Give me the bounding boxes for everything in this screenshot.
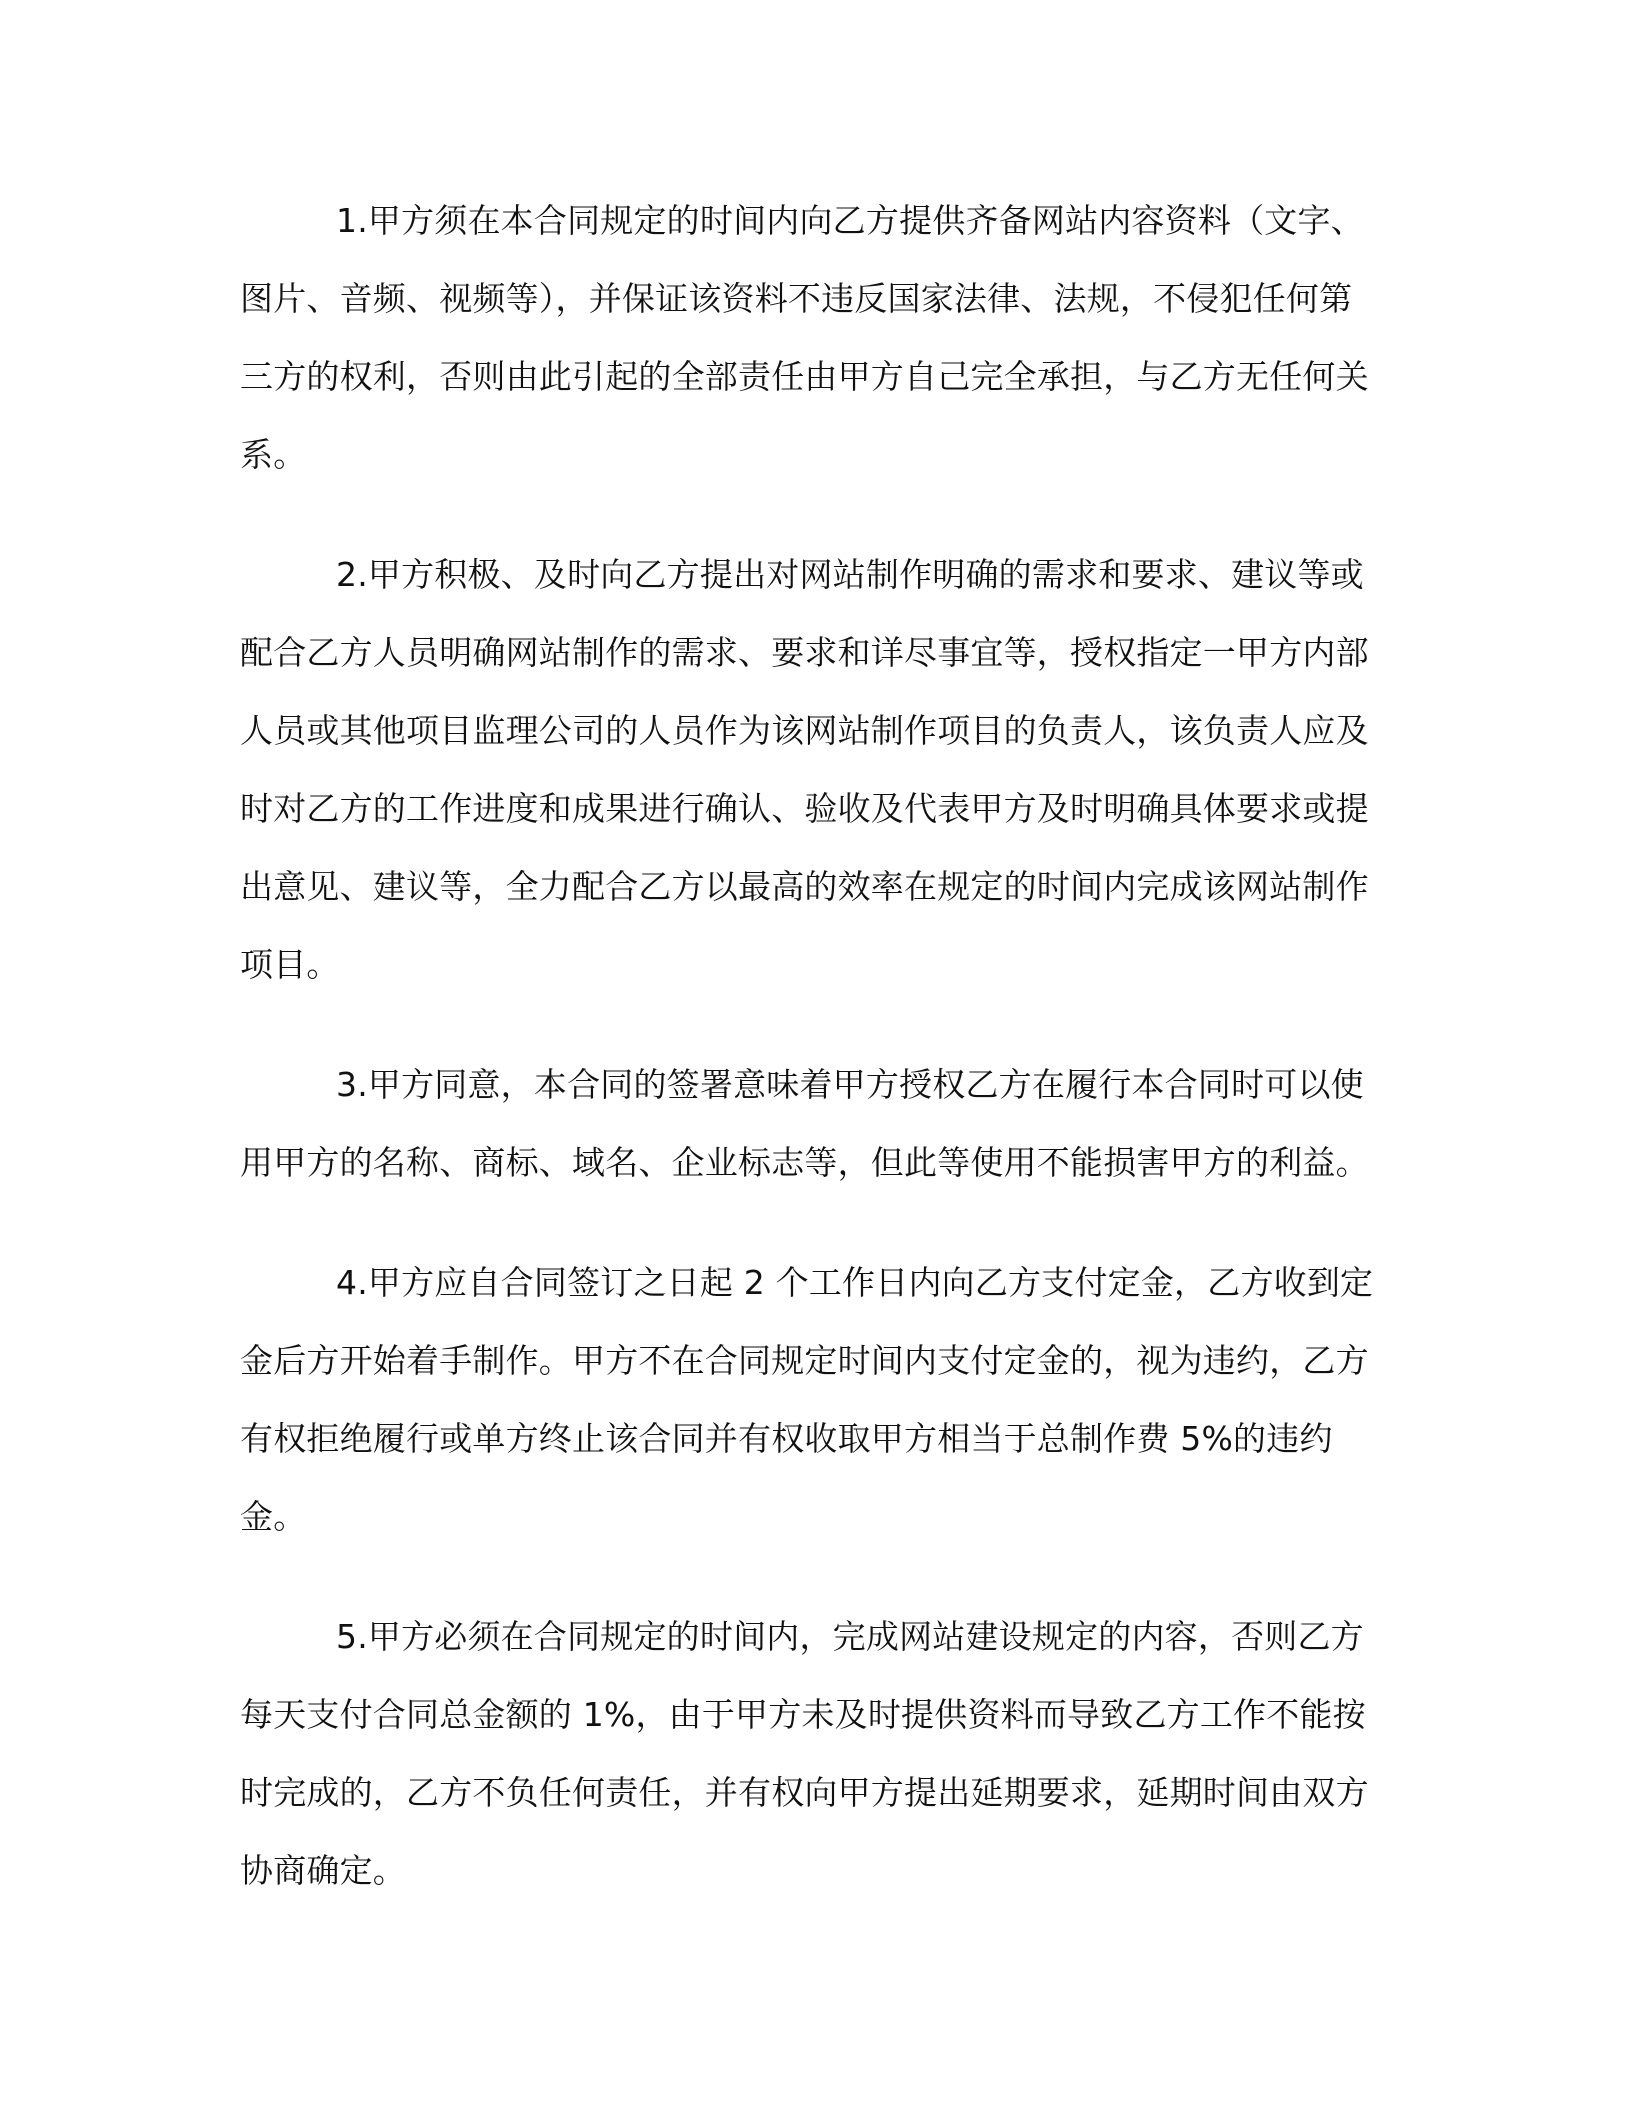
clause-3: 3.甲方同意，本合同的签署意味着甲方授权乙方在履行本合同时可以使用甲方的名称、商标、域名、企业标志等，但此等使用不能损害甲方的利益。 <box>240 1065 1369 1182</box>
document-body <box>240 182 1385 1952</box>
clause-2: 2.甲方积极、及时向乙方提出对网站制作明确的需求和要求、建议等或配合乙方人员明确网站制作的需求、要求和详尽事宜等，授权指定一甲方内部人员或其他项目监理公司的人员作为该网站制作项目的负责人，该负责人应及时对乙方的工作进度和成果进行确认、验收及代表甲方及时明确具体要求或提出意见、建议等，全力配合乙方以最高的效率在规定的时间内完成该网站制作项目。 <box>240 555 1369 984</box>
clause-4: 4.甲方应自合同签订之日起 2 个工作日内向乙方支付定金，乙方收到定金后方开始着手制作。甲方不在合同规定时间内支付定金的，视为违约，乙方有权拒绝履行或单方终止该合同并有权收取甲方相当于总制作费 5%的违约金。 <box>240 1263 1374 1536</box>
clause-1: 1.甲方须在本合同规定的时间内向乙方提供齐备网站内容资料（文字、图片、音频、视频等），并保证该资料不违反国家法律、法规，不侵犯任何第三方的权利，否则由此引起的全部责任由甲方自己完全承担，与乙方无任何关系。 <box>240 201 1369 474</box>
clause-5: 5.甲方必须在合同规定的时间内，完成网站建设规定的内容，否则乙方每天支付合同总金额的 1%，由于甲方未及时提供资料而导致乙方工作不能按时完成的，乙方不负任何责任，并有权向甲方提出延期要求，延期时间由双方协商确定。 <box>240 1617 1369 1890</box>
